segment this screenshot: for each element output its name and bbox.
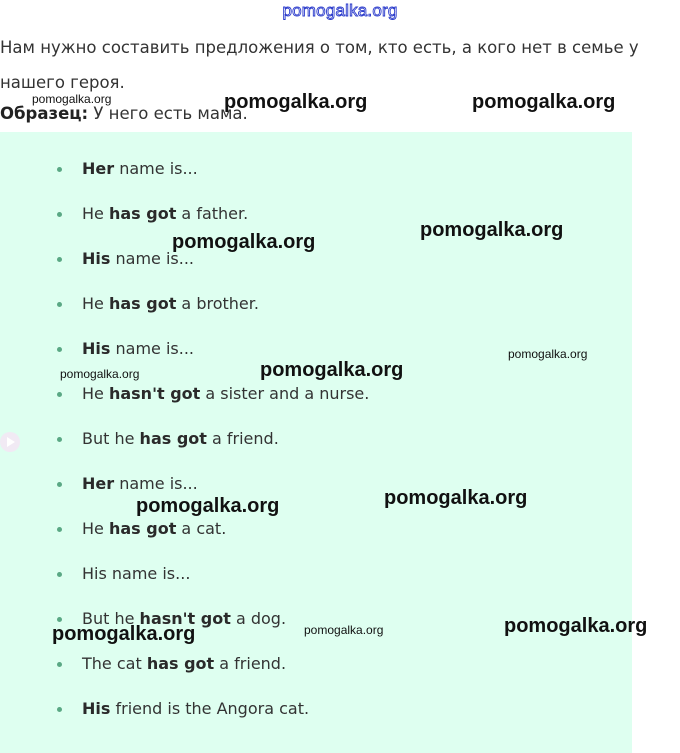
list-item: Her name is... xyxy=(82,474,198,493)
list-item: His name is... xyxy=(82,339,194,358)
watermark: pomogalka.org xyxy=(52,623,196,645)
watermark: pomogalka.org xyxy=(384,487,528,509)
play-icon[interactable] xyxy=(0,432,20,452)
watermark: pomogalka.org xyxy=(508,347,588,361)
list-item: He has got a father. xyxy=(82,204,249,223)
intro-text: Нам нужно составить предложения о том, кто есть, а кого нет в семье у нашего героя. xyxy=(0,38,639,92)
sample-text: У него есть мама. xyxy=(93,104,248,123)
watermark: pomogalka.org xyxy=(420,219,564,241)
list-item: His name is... xyxy=(82,249,194,268)
watermark: pomogalka.org xyxy=(260,359,404,381)
watermark: pomogalka.org xyxy=(136,495,280,517)
list-item: But he hasn't got a dog. xyxy=(82,609,287,628)
list-item: He has got a brother. xyxy=(82,294,259,313)
sample-line xyxy=(0,104,248,123)
list-item: Her name is... xyxy=(82,159,198,178)
watermark: pomogalka.org xyxy=(304,623,384,637)
list-item: His name is... xyxy=(82,564,191,583)
list-item: But he has got a friend. xyxy=(82,429,279,448)
sample-label: Образец: xyxy=(0,104,89,123)
watermark: pomogalka.org xyxy=(172,231,316,253)
watermark: pomogalka.org xyxy=(472,91,616,113)
list-item: The cat has got a friend. xyxy=(82,654,287,673)
list-item: He hasn't got a sister and a nurse. xyxy=(82,384,370,403)
watermark: pomogalka.org xyxy=(504,615,648,637)
watermark: pomogalka.org xyxy=(224,91,368,113)
list-item: He has got a cat. xyxy=(82,519,227,538)
site-title[interactable]: pomogalka.org xyxy=(282,1,398,20)
list-item: His friend is the Angora cat. xyxy=(82,699,310,718)
watermark: pomogalka.org xyxy=(32,92,112,106)
watermark: pomogalka.org xyxy=(60,367,140,381)
